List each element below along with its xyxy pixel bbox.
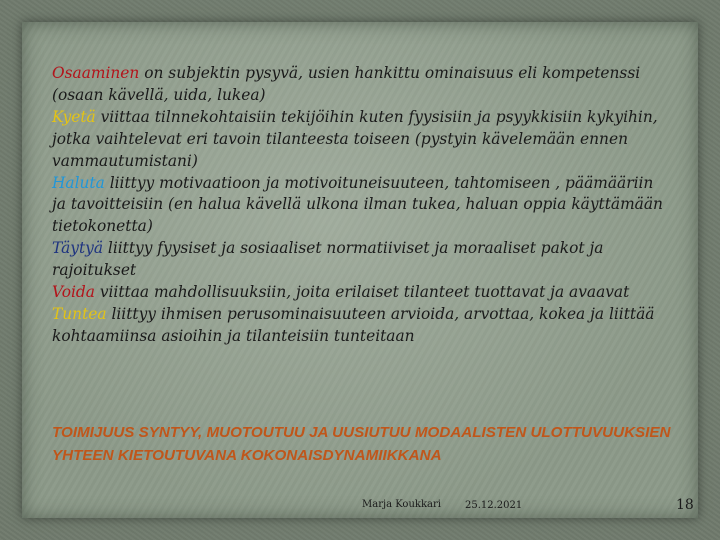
definition-voida	[52, 282, 672, 304]
definition-text: viittaa mahdollisuuksiin, joita erilaiset tilanteet tuottavat ja avaavat	[94, 283, 630, 302]
term-osaaminen: Osaaminen	[52, 64, 140, 82]
definition-text: liittyy motivaatioon ja motivoituneisuuteen, tahtomiseen , päämääriin ja tavoitteisiin (en halua kävellä ulkona ilman tukea, haluan oppia käyttämään tietokonetta)	[52, 173, 663, 236]
definition-text: liittyy fyysiset ja sosiaaliset normatiiviset ja moraaliset pakot ja rajoitukset	[52, 239, 604, 280]
definition-taytya	[52, 238, 672, 282]
term-haluta: Haluta	[52, 173, 105, 192]
definition-kyeta	[52, 107, 672, 173]
term-tuntea: Tuntea	[52, 304, 107, 323]
footer-date: 25.12.2021	[465, 500, 523, 511]
footer-author: Marja Koukkari	[362, 499, 441, 510]
page-number: 18	[676, 497, 694, 513]
definitions-list	[52, 63, 672, 348]
conclusion-statement: TOIMIJUUS SYNTYY, MUOTOUTUU JA UUSIUTUU MODAALISTEN ULOTTUVUUKSIEN YHTEEN KIETOUTUVANA KOKONAISDYNAMIIKKANA	[52, 424, 671, 464]
definition-haluta	[52, 173, 672, 239]
term-voida: Voida	[52, 283, 95, 302]
definition-text: viittaa tilnnekohtaisiin tekijöihin kuten fyysisiin ja psyykkisiin kykyihin, jotka vaihtelevat eri tavoin tilanteesta toiseen (pystyin kävelemään ennen vammautumistani)	[52, 107, 658, 170]
term-taytya: Täytyä	[52, 239, 103, 258]
definition-osaaminen	[52, 63, 672, 107]
term-kyeta: Kyetä	[52, 107, 96, 126]
definition-text: on subjektin pysyvä, usien hankittu ominaisuus eli kompetenssi (osaan kävellä, uida, lukea)	[52, 64, 641, 104]
definition-text: liittyy ihmisen perusominaisuuteen arvioida, arvottaa, kokea ja liittää kohtaamiinsa asioihin ja tilanteisiin tunteitaan	[52, 304, 655, 345]
definition-tuntea	[52, 304, 672, 348]
